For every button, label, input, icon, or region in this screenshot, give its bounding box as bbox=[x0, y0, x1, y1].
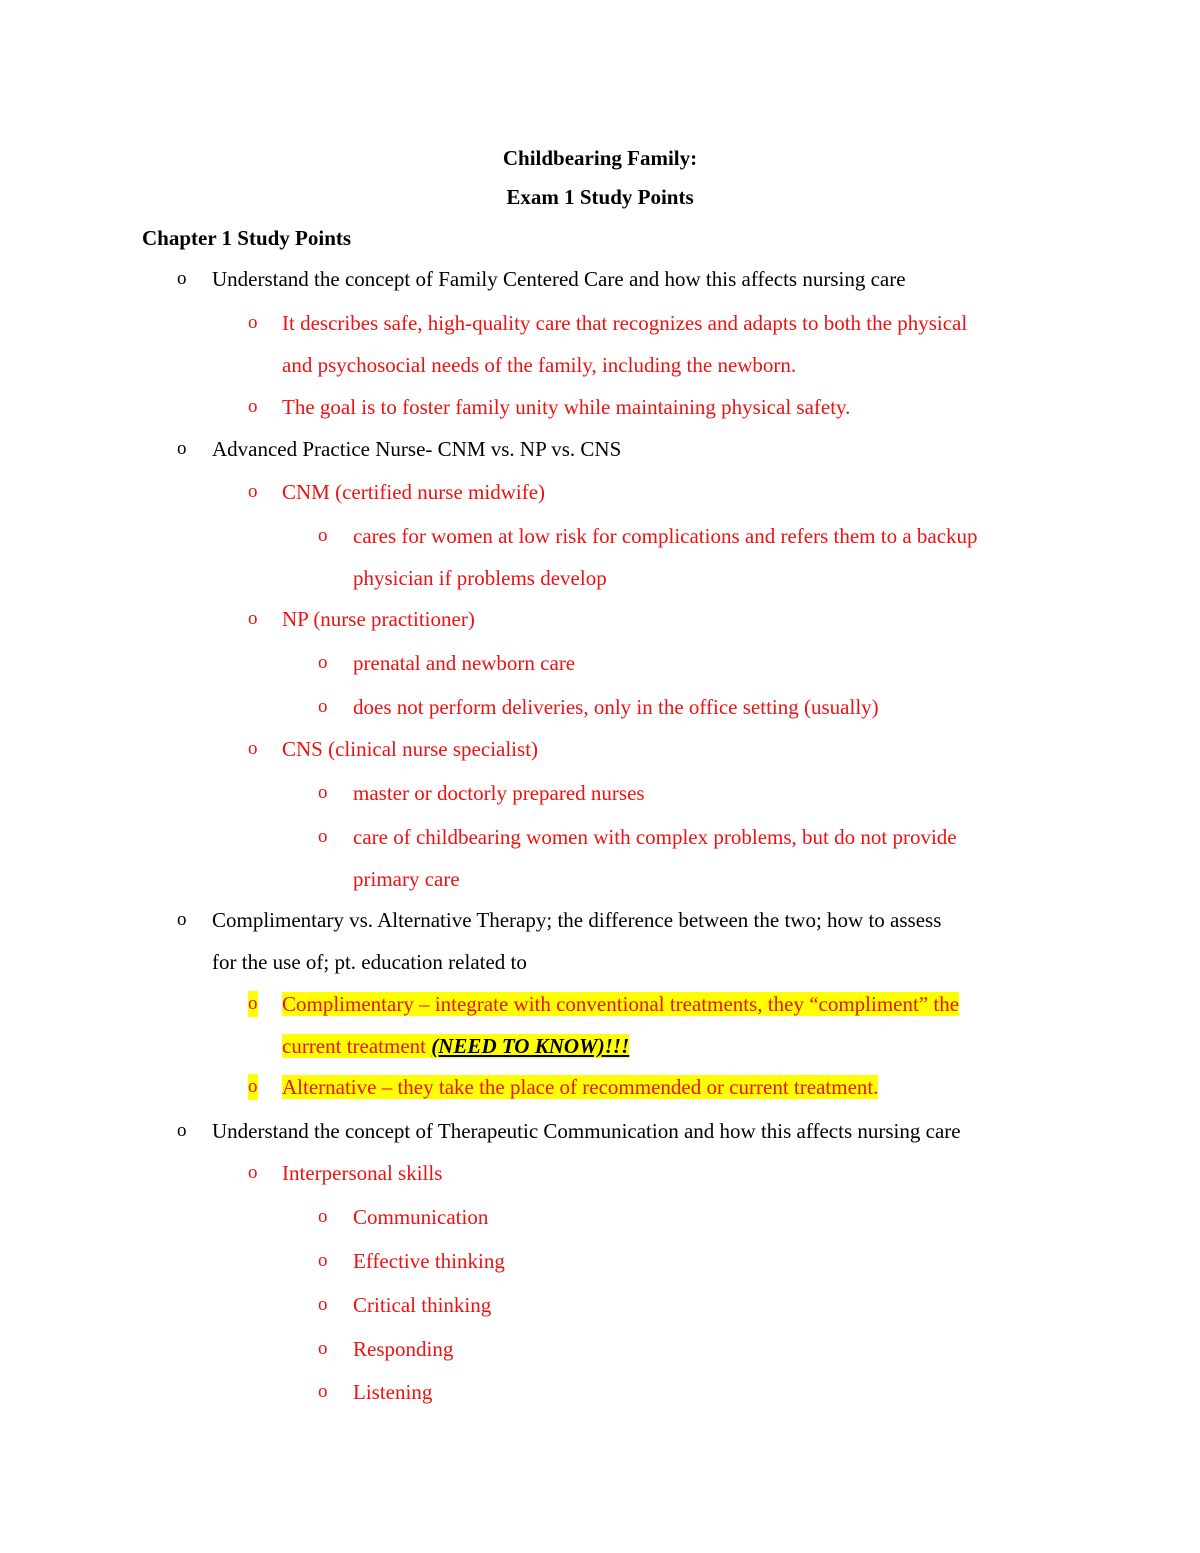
skill-item: Communication bbox=[353, 1205, 489, 1229]
question-complimentary-alternative-line1: Complimentary vs. Alternative Therapy; the difference between the two; how to assess bbox=[212, 908, 942, 932]
bullet-icon: o bbox=[318, 1250, 328, 1271]
bullet-icon: o bbox=[318, 826, 328, 847]
bullet-icon: o bbox=[318, 696, 328, 717]
bullet-icon: o bbox=[248, 738, 258, 759]
skill-item: Critical thinking bbox=[353, 1293, 492, 1317]
bullet-icon: o bbox=[318, 652, 328, 673]
highlighted-text: current treatment bbox=[282, 1034, 427, 1058]
question-therapeutic-communication: Understand the concept of Therapeutic Communication and how this affects nursing care bbox=[212, 1119, 961, 1143]
bullet-icon: o bbox=[248, 312, 258, 333]
bullet-icon: o bbox=[318, 1381, 328, 1402]
bullet-icon: o bbox=[318, 525, 328, 546]
need-to-know-note: (NEED TO KNOW)!!! bbox=[431, 1034, 630, 1058]
skill-item: Listening bbox=[353, 1380, 433, 1404]
answer-cns-detail-1: master or doctorly prepared nurses bbox=[353, 781, 645, 805]
answer-cns-detail-2-line1: care of childbearing women with complex problems, but do not provide bbox=[353, 825, 957, 849]
document-subtitle: Exam 1 Study Points bbox=[506, 185, 694, 209]
bullet-icon: o bbox=[177, 909, 187, 930]
answer-fcc-2: The goal is to foster family unity while maintaining physical safety. bbox=[282, 395, 851, 419]
bullet-icon: o bbox=[248, 1074, 258, 1100]
bullet-icon: o bbox=[177, 438, 187, 459]
answer-np-detail-2: does not perform deliveries, only in the office setting (usually) bbox=[353, 695, 879, 719]
question-family-centered-care: Understand the concept of Family Centered Care and how this affects nursing care bbox=[212, 267, 906, 291]
answer-complimentary-line2 bbox=[282, 1033, 629, 1059]
bullet-icon: o bbox=[318, 1338, 328, 1359]
highlighted-text: Complimentary – integrate with conventional treatments, they “compliment” the bbox=[282, 992, 960, 1016]
answer-np-detail-1: prenatal and newborn care bbox=[353, 651, 576, 675]
answer-fcc-1-line1: It describes safe, high-quality care that recognizes and adapts to both the physical bbox=[282, 311, 968, 335]
question-complimentary-alternative-line2: for the use of; pt. education related to bbox=[212, 950, 527, 974]
answer-fcc-1-line2: and psychosocial needs of the family, including the newborn. bbox=[282, 353, 797, 377]
answer-np: NP (nurse practitioner) bbox=[282, 607, 475, 631]
answer-complimentary-line1 bbox=[282, 991, 959, 1017]
highlighted-text: Alternative – they take the place of recommended or current treatment. bbox=[282, 1075, 879, 1099]
question-advanced-practice-nurse: Advanced Practice Nurse- CNM vs. NP vs. CNS bbox=[212, 437, 622, 461]
skill-item: Responding bbox=[353, 1337, 454, 1361]
bullet-icon: o bbox=[318, 1294, 328, 1315]
answer-cnm: CNM (certified nurse midwife) bbox=[282, 480, 546, 504]
bullet-icon: o bbox=[248, 481, 258, 502]
bullet-icon: o bbox=[318, 1206, 328, 1227]
answer-cnm-detail-line1: cares for women at low risk for complications and refers them to a backup bbox=[353, 524, 978, 548]
bullet-icon: o bbox=[248, 991, 258, 1017]
skill-item: Effective thinking bbox=[353, 1249, 505, 1273]
section-heading: Chapter 1 Study Points bbox=[142, 226, 352, 250]
bullet-icon: o bbox=[318, 782, 328, 803]
bullet-icon: o bbox=[248, 608, 258, 629]
bullet-icon: o bbox=[248, 1162, 258, 1183]
answer-cns-detail-2-line2: primary care bbox=[353, 867, 460, 891]
bullet-icon: o bbox=[177, 268, 187, 289]
answer-alternative bbox=[282, 1074, 878, 1100]
bullet-icon: o bbox=[177, 1120, 187, 1141]
answer-cnm-detail-line2: physician if problems develop bbox=[353, 566, 607, 590]
answer-interpersonal-skills: Interpersonal skills bbox=[282, 1161, 443, 1185]
document-title: Childbearing Family: bbox=[502, 146, 698, 170]
bullet-icon: o bbox=[248, 396, 258, 417]
answer-cns: CNS (clinical nurse specialist) bbox=[282, 737, 539, 761]
